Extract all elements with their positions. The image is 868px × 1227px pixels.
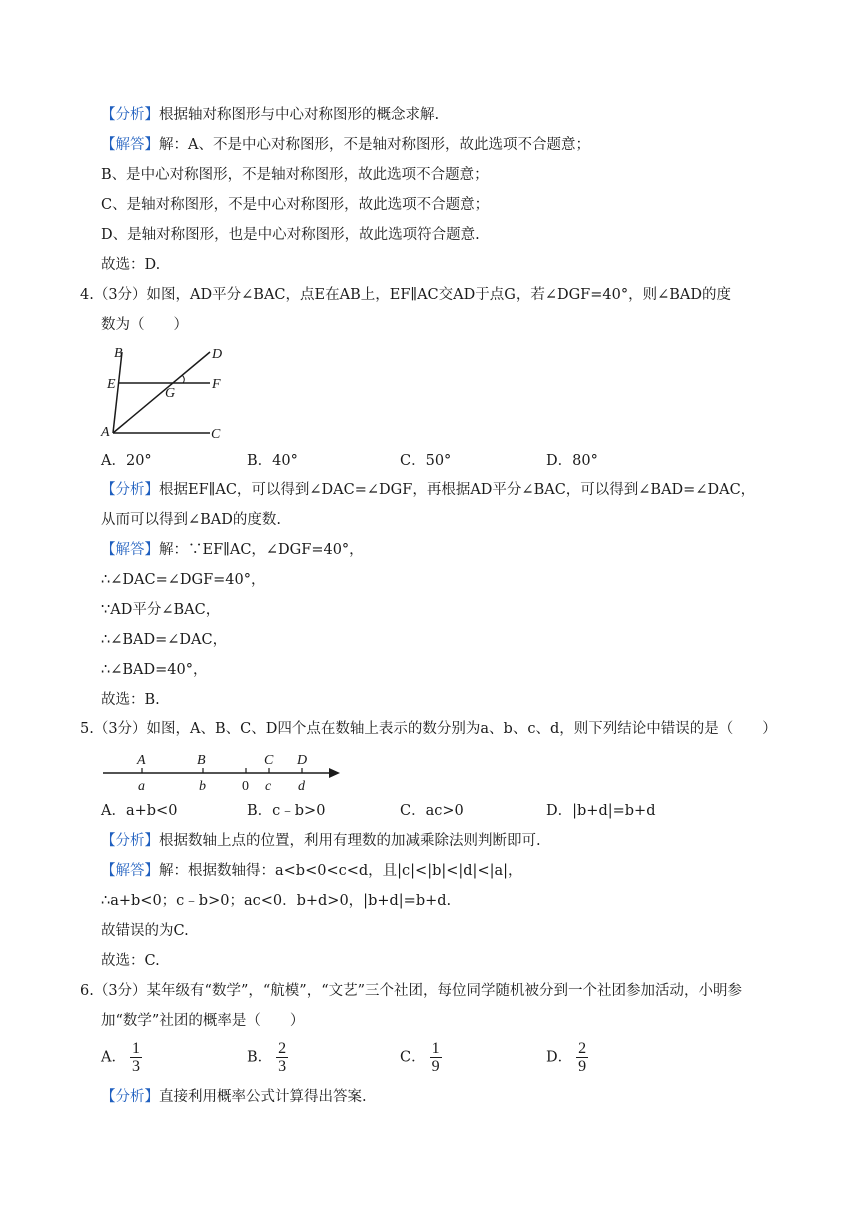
q5-option-a: A．a+b<0 (101, 803, 178, 819)
denominator: 3 (131, 1058, 140, 1075)
q5-number-line (100, 748, 350, 798)
numerator: 1 (131, 1040, 140, 1057)
zero-label: 0 (242, 779, 249, 794)
answer-tag: 【解答】 (101, 137, 159, 153)
label-e: E (107, 377, 116, 392)
answer-text: 解：根据数轴得：a<b<0<c<d，且|c|<|b|<|d|<|a|， (159, 863, 523, 879)
fraction (130, 1040, 142, 1075)
q4-analysis-2: 从而可以得到∠BAD的度数. (101, 512, 282, 528)
point-a-label: A (137, 753, 146, 768)
analysis-text: 根据轴对称图形与中心对称图形的概念求解. (159, 107, 440, 123)
q3-answer-1 (101, 135, 590, 155)
label-f: F (212, 377, 221, 392)
q5-stem: 5.（3分）如图，A、B、C、D四个点在数轴上表示的数分别为a、b、c、d，则下列结论中错误的是（ ） (80, 721, 777, 737)
fraction (276, 1040, 288, 1075)
q6-option-b (247, 1040, 288, 1075)
q5-option-b: B．c﹣b>0 (247, 803, 326, 819)
value-d-label: d (298, 779, 305, 794)
q4-answer-3: ∵AD平分∠BAC， (101, 602, 221, 618)
value-b-label: b (199, 779, 206, 794)
q4-answer-1 (101, 540, 364, 560)
q5-option-d: D．|b+d|=b+d (546, 803, 656, 819)
analysis-text: 根据EF∥AC，可以得到∠DAC=∠DGF，再根据AD平分∠BAC，可以得到∠BAD=∠DAC， (159, 482, 756, 498)
label-d: D (212, 347, 223, 362)
denominator: 3 (278, 1058, 287, 1075)
q5-option-c: C．ac>0 (400, 803, 464, 819)
analysis-tag: 【分析】 (101, 833, 159, 849)
segment-ab (113, 352, 122, 433)
numerator: 2 (578, 1040, 587, 1057)
q6-stem-1: 6.（3分）某年级有“数学”，“航模”，“文艺”三个社团，每位同学随机被分到一个社团参加活动，小明参 (80, 983, 743, 999)
label-a: A (101, 425, 110, 440)
q5-answer-1 (101, 861, 523, 881)
analysis-text: 根据数轴上点的位置，利用有理数的加减乘除法则判断即可. (159, 833, 541, 849)
option-prefix: A． (101, 1049, 126, 1066)
q5-choice: 故选：C. (101, 953, 160, 969)
q6-option-a (101, 1040, 142, 1075)
q4-answer-4: ∴∠BAD=∠DAC， (101, 632, 228, 648)
label-b: B (114, 346, 123, 361)
denominator: 9 (431, 1058, 440, 1075)
answer-text: 解：A、不是中心对称图形，不是轴对称图形，故此选项不合题意； (159, 137, 590, 153)
analysis-text: 直接利用概率公式计算得出答案. (159, 1089, 367, 1105)
point-c-label: C (264, 753, 274, 768)
q3-analysis (101, 105, 439, 125)
q4-stem-1: 4.（3分）如图，AD平分∠BAC，点E在AB上，EF∥AC交AD于点G，若∠DGF=40°，则∠BAD的度 (80, 287, 731, 303)
numerator: 1 (431, 1040, 440, 1057)
fraction (430, 1040, 442, 1075)
q3-answer-3: C、是轴对称图形，不是中心对称图形，故此选项不合题意； (101, 197, 490, 213)
answer-text: 解：∵EF∥AC，∠DGF=40°， (159, 542, 364, 558)
segment-ad (113, 352, 210, 433)
q6-analysis (101, 1087, 367, 1107)
q4-answer-5: ∴∠BAD=40°， (101, 662, 208, 678)
point-b-label: B (197, 753, 206, 768)
answer-tag: 【解答】 (101, 863, 159, 879)
q4-stem-2: 数为（ ） (101, 317, 188, 333)
q3-answer-4: D、是轴对称图形，也是中心对称图形，故此选项符合题意. (101, 227, 480, 243)
point-d-label: D (297, 753, 308, 768)
q4-analysis-1 (101, 480, 755, 500)
q3-choice: 故选：D. (101, 257, 161, 273)
analysis-tag: 【分析】 (101, 482, 159, 498)
q6-option-d (546, 1040, 588, 1075)
q5-answer-2: ∴a+b<0；c﹣b>0；ac<0．b+d>0，|b+d|=b+d. (101, 893, 452, 909)
fraction (576, 1040, 588, 1075)
answer-tag: 【解答】 (101, 542, 159, 558)
value-c-label: c (265, 779, 272, 794)
q3-answer-2: B、是中心对称图形，不是轴对称图形，故此选项不合题意； (101, 167, 489, 183)
q5-analysis (101, 831, 541, 851)
angle-arc (182, 375, 184, 383)
label-c: C (211, 427, 221, 442)
q4-figure (98, 338, 238, 448)
option-prefix: B． (247, 1049, 273, 1066)
numerator: 2 (278, 1040, 287, 1057)
value-a-label: a (138, 779, 145, 794)
denominator: 9 (578, 1058, 587, 1075)
option-prefix: D． (546, 1049, 573, 1066)
option-prefix: C． (400, 1049, 426, 1066)
q4-choice: 故选：B. (101, 692, 160, 708)
axis-arrow (329, 768, 340, 778)
label-g: G (165, 386, 176, 401)
q4-option-a: A．20° (101, 453, 152, 469)
q4-option-d: D．80° (546, 453, 598, 469)
q4-answer-2: ∴∠DAC=∠DGF=40°， (101, 572, 266, 588)
q4-option-c: C．50° (400, 453, 452, 469)
q4-option-b: B．40° (247, 453, 298, 469)
q6-option-c (400, 1040, 442, 1075)
q5-answer-3: 故错误的为C. (101, 923, 189, 939)
q6-stem-2: 加“数学”社团的概率是（ ） (101, 1013, 305, 1029)
analysis-tag: 【分析】 (101, 1089, 159, 1105)
analysis-tag: 【分析】 (101, 107, 159, 123)
